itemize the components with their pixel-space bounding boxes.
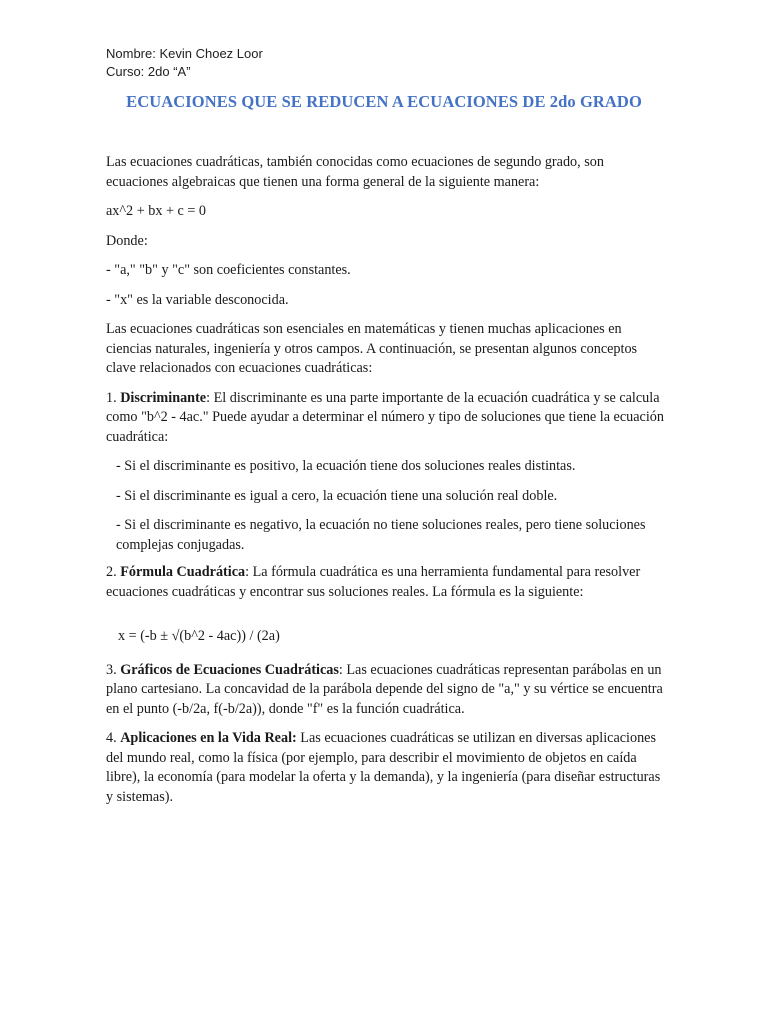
section-heading: Aplicaciones en la Vida Real:	[120, 730, 297, 746]
coefficients-line: - "a," "b" y "c" son coeficientes constantes.	[106, 262, 351, 278]
section-graphs	[106, 661, 666, 720]
quadratic-formula: x = (-b ± √(b^2 - 4ac)) / (2a)	[118, 628, 280, 644]
document-title: ECUACIONES QUE SE REDUCEN A ECUACIONES DE 2do GRADO	[126, 92, 642, 111]
section-text: Las ecuaciones cuadráticas se utilizan en diversas aplicaciones del mundo real, como la física (por ejemplo, para describir el movimiento de objetos en caída libre), la economía (para modelar la oferta y la demanda), y la ingeniería (para diseñar estructuras y sistemas).	[106, 730, 661, 805]
header-block	[106, 45, 263, 81]
section-heading: Gráficos de Ecuaciones Cuadráticas	[120, 661, 339, 678]
section-applications	[106, 729, 666, 807]
student-name: Nombre: Kevin Choez Loor	[106, 46, 263, 61]
section-number: 2.	[106, 564, 121, 580]
bullet-positive: - Si el discriminante es positivo, la ecuación tiene dos soluciones reales distintas.	[116, 458, 576, 474]
variable-line: - "x" es la variable desconocida.	[106, 291, 289, 308]
student-course: Curso: 2do “A”	[106, 64, 191, 79]
applications-intro-paragraph: Las ecuaciones cuadráticas son esenciales en matemáticas y tienen muchas aplicaciones en ciencias naturales, ingeniería y otros campos. A continuación, se presentan algunos conceptos clave relacionados con ecuaciones cuadráticas:	[106, 321, 638, 376]
intro-paragraph: Las ecuaciones cuadráticas, también conocidas como ecuaciones de segundo grado, son ecuaciones algebraicas que tienen una forma general de la siguiente manera:	[106, 154, 604, 190]
section-text: : La fórmula cuadrática es una herramienta fundamental para resolver ecuaciones cuadráticas y encontrar sus soluciones reales. La fórmula es la siguiente:	[106, 564, 641, 600]
section-heading: Discriminante	[120, 389, 207, 406]
section-heading: Fórmula Cuadrática	[120, 564, 246, 580]
section-formula	[106, 563, 666, 602]
bullet-negative: - Si el discriminante es negativo, la ecuación no tiene soluciones reales, pero tiene soluciones complejas conjugadas.	[116, 517, 646, 553]
document-body	[106, 153, 666, 817]
section-discriminante	[106, 389, 666, 448]
bullet-zero: - Si el discriminante es igual a cero, la ecuación tiene una solución real doble.	[116, 487, 558, 504]
general-form-equation: ax^2 + bx + c = 0	[106, 203, 207, 219]
section-text: : El discriminante es una parte importante de la ecuación cuadrática y se calcula como "b^2 - 4ac." Puede ayudar a determinar el número y tipo de soluciones que tiene la ecuación cuadrática:	[106, 389, 664, 445]
section-number: 1.	[106, 389, 121, 406]
donde-label: Donde:	[106, 232, 148, 249]
section-number: 4.	[106, 730, 121, 746]
section-text: : Las ecuaciones cuadráticas representan parábolas en un plano cartesiano. La concavidad de la parábola depende del signo de "a," y su vértice se encuentra en el punto (-b/2a, f(-b/2a)), donde "f" es la función cuadrática.	[106, 661, 663, 717]
section-number: 3.	[106, 661, 121, 678]
